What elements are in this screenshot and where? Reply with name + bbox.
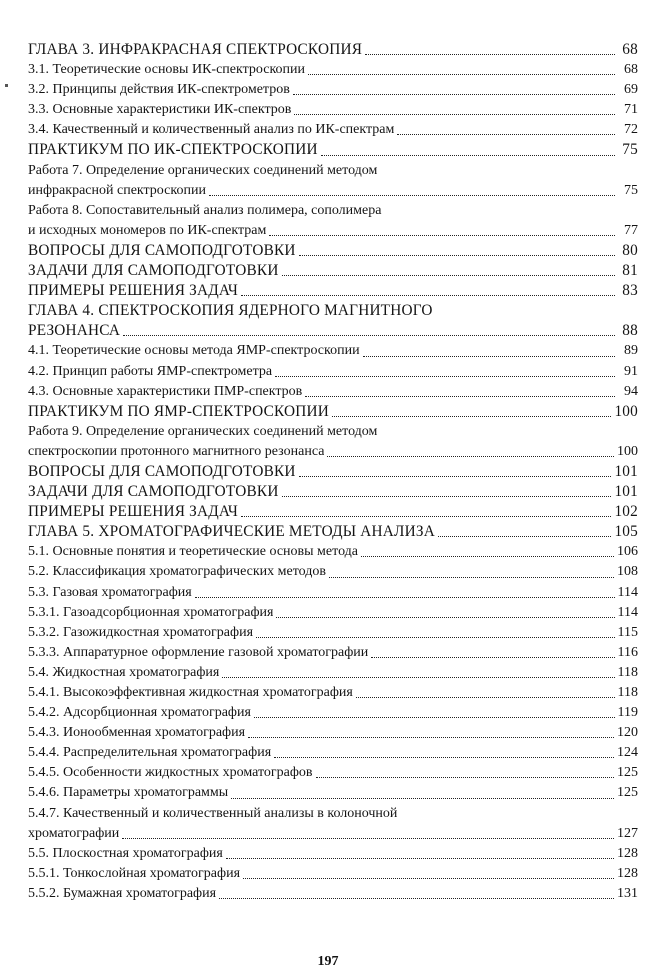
toc-entry-line <box>28 462 638 482</box>
toc-entry-title: РЕЗОНАНСА <box>28 322 121 340</box>
toc-entry-page: 81 <box>622 262 638 280</box>
toc-entry <box>28 542 638 562</box>
toc-entry <box>28 201 638 241</box>
toc-entry-page: 120 <box>617 725 638 741</box>
dot-leader <box>256 637 615 638</box>
toc-entry-line <box>28 261 638 281</box>
toc-entry-page: 89 <box>624 343 638 359</box>
toc-entry-title: 4.1. Теоретические основы метода ЯМР-спектроскопии <box>28 343 360 359</box>
toc-entry-page: 116 <box>617 644 638 660</box>
dot-leader <box>248 737 614 738</box>
toc-entry <box>28 402 638 422</box>
toc-entry-title: 3.4. Качественный и количественный анализ по ИК-спектрам <box>28 122 395 138</box>
toc-entry <box>28 382 638 402</box>
toc-entry-page: 131 <box>617 885 638 901</box>
toc-entry <box>28 804 638 844</box>
toc-entry-line <box>28 643 638 663</box>
toc-entry-page: 100 <box>617 443 638 459</box>
toc-entry-title: ГЛАВА 3. ИНФРАКРАСНАЯ СПЕКТРОСКОПИЯ <box>28 41 363 58</box>
toc-entry-page: 124 <box>617 745 638 761</box>
dot-leader <box>329 577 614 578</box>
toc-entry-line <box>28 321 638 341</box>
toc-entry-line <box>28 824 638 844</box>
toc-entry-page: 69 <box>624 82 638 98</box>
toc-entry-title: ПРИМЕРЫ РЕШЕНИЯ ЗАДАЧ <box>28 282 238 300</box>
toc-entry-title-first-line: ГЛАВА 4. СПЕКТРОСКОПИЯ ЯДЕРНОГО МАГНИТНОГО <box>28 302 433 320</box>
dot-leader <box>294 114 615 115</box>
toc-entry-line <box>28 140 638 160</box>
toc-entry-page: 101 <box>614 483 638 501</box>
toc-entry-page: 118 <box>617 664 638 680</box>
toc-entry-line <box>28 522 638 542</box>
dot-leader <box>316 777 614 778</box>
toc-entry-title: ЗАДАЧИ ДЛЯ САМОПОДГОТОВКИ <box>28 262 279 280</box>
toc-entry-line <box>28 382 638 402</box>
dot-leader <box>305 396 615 397</box>
toc-entry-title: 3.1. Теоретические основы ИК-спектроскопии <box>28 62 306 78</box>
toc-entry-line <box>28 221 638 241</box>
dot-leader <box>363 356 615 357</box>
toc-entry-page: 105 <box>614 523 638 541</box>
toc-entry-page: 118 <box>617 685 638 700</box>
dot-leader <box>371 657 614 658</box>
toc-entry <box>28 40 638 60</box>
toc-entry <box>28 80 638 100</box>
toc-entry-page: 75 <box>624 182 638 198</box>
toc-entry <box>28 583 638 603</box>
table-of-contents <box>28 40 638 904</box>
toc-entry-line <box>28 40 638 60</box>
toc-entry <box>28 100 638 120</box>
dot-leader <box>282 275 615 276</box>
toc-entry-line <box>28 683 638 703</box>
toc-entry-title: 5.1. Основные понятия и теоретические основы метода <box>28 544 358 560</box>
toc-entry-line <box>28 723 638 743</box>
toc-entry-title: 5.4.6. Параметры хроматограммы <box>28 785 229 801</box>
dot-leader <box>231 798 614 799</box>
toc-entry-line <box>28 100 638 120</box>
toc-entry <box>28 140 638 160</box>
toc-entry-page: 128 <box>617 865 638 881</box>
dot-leader <box>308 74 615 75</box>
dot-leader <box>293 94 615 95</box>
dot-leader <box>299 255 615 256</box>
toc-entry-title: 3.2. Принципы действия ИК-спектрометров <box>28 82 290 98</box>
toc-entry-title: ВОПРОСЫ ДЛЯ САМОПОДГОТОВКИ <box>28 241 296 259</box>
toc-entry-title-first-line: Работа 7. Определение органических соединений методом <box>28 162 378 178</box>
toc-entry-page: 115 <box>617 624 638 640</box>
toc-entry <box>28 562 638 582</box>
toc-entry-line <box>28 623 638 643</box>
toc-entry <box>28 703 638 723</box>
toc-entry-page: 114 <box>617 604 638 620</box>
dot-leader <box>361 556 614 557</box>
toc-entry-line <box>28 60 638 80</box>
toc-entry-page: 125 <box>617 785 638 801</box>
toc-entry <box>28 723 638 743</box>
toc-entry <box>28 422 638 462</box>
toc-entry-title: ГЛАВА 5. ХРОМАТОГРАФИЧЕСКИЕ МЕТОДЫ АНАЛИЗА <box>28 523 435 541</box>
toc-entry <box>28 783 638 803</box>
toc-entry <box>28 623 638 643</box>
dot-leader <box>222 677 614 678</box>
page-number: 197 <box>317 954 339 969</box>
toc-entry-title: 5.4. Жидкостная хроматография <box>28 664 220 680</box>
toc-entry-line <box>28 583 638 603</box>
toc-entry-page: 101 <box>614 462 638 480</box>
dot-leader <box>122 838 614 839</box>
toc-entry <box>28 502 638 522</box>
toc-entry-line <box>28 844 638 864</box>
toc-entry-title: 5.5. Плоскостная хроматография <box>28 845 223 861</box>
toc-entry <box>28 362 638 382</box>
toc-entry-title: 5.4.5. Особенности жидкостных хроматографов <box>28 765 313 781</box>
dot-leader <box>397 134 615 135</box>
toc-entry <box>28 663 638 683</box>
toc-entry <box>28 884 638 904</box>
toc-entry-line <box>28 603 638 623</box>
toc-entry-line <box>28 80 638 100</box>
dot-leader <box>299 476 612 477</box>
toc-entry-title: 5.3. Газовая хроматография <box>28 584 192 600</box>
toc-entry <box>28 60 638 80</box>
toc-entry-page: 80 <box>622 241 638 259</box>
toc-entry <box>28 763 638 783</box>
toc-entry-title: 3.3. Основные характеристики ИК-спектров <box>28 102 292 118</box>
toc-entry-page: 83 <box>622 282 638 300</box>
toc-entry-page: 71 <box>624 102 638 118</box>
toc-entry-line <box>28 362 638 382</box>
toc-entry-page: 102 <box>614 503 638 521</box>
toc-entry-page: 68 <box>622 41 638 58</box>
toc-entry-title: 5.2. Классификация хроматографических методов <box>28 564 326 580</box>
toc-entry-line <box>28 402 638 422</box>
toc-entry-line <box>28 763 638 783</box>
toc-entry <box>28 241 638 261</box>
dot-leader <box>123 335 615 336</box>
toc-entry-title: 5.4.3. Ионообменная хроматография <box>28 725 246 741</box>
toc-entry-title: 5.4.2. Адсорбционная хроматография <box>28 705 251 721</box>
toc-entry <box>28 743 638 763</box>
toc-entry-title: 5.5.2. Бумажная хроматография <box>28 885 217 901</box>
toc-entry <box>28 161 638 201</box>
toc-entry-page: 88 <box>622 322 638 340</box>
toc-entry-title: ПРАКТИКУМ ПО ЯМР-СПЕКТРОСКОПИИ <box>28 402 329 420</box>
toc-entry-page: 100 <box>614 402 638 420</box>
toc-entry-line <box>28 562 638 582</box>
toc-entry-title: ЗАДАЧИ ДЛЯ САМОПОДГОТОВКИ <box>28 483 279 501</box>
dot-leader <box>332 416 611 417</box>
toc-entry-title: 5.3.1. Газоадсорбционная хроматография <box>28 604 274 620</box>
dot-leader <box>276 617 614 618</box>
dot-leader <box>254 717 615 718</box>
dot-leader <box>243 878 614 879</box>
toc-entry-page: 68 <box>624 62 638 78</box>
toc-entry <box>28 120 638 140</box>
toc-entry-page: 94 <box>624 383 638 399</box>
dot-leader <box>282 496 612 497</box>
toc-entry-page: 125 <box>617 765 638 781</box>
dot-leader <box>269 235 615 236</box>
dot-leader <box>219 898 614 899</box>
toc-entry <box>28 683 638 703</box>
toc-entry-title: 5.5.1. Тонкослойная хроматография <box>28 865 241 881</box>
toc-entry-title: ПРИМЕРЫ РЕШЕНИЯ ЗАДАЧ <box>28 503 238 521</box>
toc-entry-title: 4.2. Принцип работы ЯМР-спектрометра <box>28 363 273 379</box>
toc-entry-page: 128 <box>617 845 638 861</box>
toc-entry-page: 119 <box>617 705 638 721</box>
toc-entry <box>28 281 638 301</box>
toc-entry-line <box>28 120 638 140</box>
toc-entry-title: ВОПРОСЫ ДЛЯ САМОПОДГОТОВКИ <box>28 462 296 480</box>
toc-entry-line <box>28 703 638 723</box>
toc-entry <box>28 301 638 341</box>
toc-entry-title: ПРАКТИКУМ ПО ИК-СПЕКТРОСКОПИИ <box>28 141 318 159</box>
toc-entry-page: 72 <box>624 122 638 138</box>
toc-entry-page: 114 <box>617 584 638 600</box>
toc-entry-title: спектроскопии протонного магнитного резонанса <box>28 443 325 459</box>
dot-leader <box>356 697 615 698</box>
toc-entry-line <box>28 241 638 261</box>
toc-entry-title: и исходных мономеров по ИК-спектрам <box>28 222 267 238</box>
toc-entry <box>28 643 638 663</box>
toc-entry-page: 75 <box>622 141 638 159</box>
toc-entry <box>28 522 638 542</box>
dot-leader <box>195 597 615 598</box>
dot-leader <box>226 858 614 859</box>
toc-entry-page: 91 <box>624 363 638 379</box>
dot-leader <box>241 295 615 296</box>
toc-entry <box>28 603 638 623</box>
toc-entry <box>28 482 638 502</box>
toc-entry-title: инфракрасной спектроскопии <box>28 182 206 198</box>
toc-entry-line <box>28 743 638 763</box>
toc-entry-title: 5.4.4. Распределительная хроматография <box>28 745 272 761</box>
toc-entry-line <box>28 341 638 361</box>
toc-entry-line <box>28 663 638 683</box>
toc-entry-line <box>28 884 638 904</box>
toc-entry <box>28 341 638 361</box>
toc-entry-title: 5.4.1. Высокоэффективная жидкостная хроматография <box>28 685 353 700</box>
toc-entry-line <box>28 783 638 803</box>
dot-leader <box>327 456 614 457</box>
toc-entry-title: хроматографии <box>28 825 120 841</box>
dot-leader <box>321 155 615 156</box>
toc-entry-title: 4.3. Основные характеристики ПМР-спектров <box>28 383 303 399</box>
toc-entry-page: 106 <box>617 544 638 560</box>
toc-entry-page: 127 <box>617 825 638 841</box>
toc-entry-line <box>28 181 638 201</box>
toc-entry-line <box>28 442 638 462</box>
dot-leader <box>241 516 611 517</box>
toc-entry <box>28 462 638 482</box>
toc-entry-page: 77 <box>624 222 638 238</box>
toc-entry-line <box>28 482 638 502</box>
toc-entry-title-first-line: Работа 9. Определение органических соединений методом <box>28 423 378 439</box>
toc-entry <box>28 844 638 864</box>
dot-leader <box>438 536 611 537</box>
toc-entry <box>28 864 638 884</box>
dot-leader <box>209 195 615 196</box>
toc-entry-line <box>28 281 638 301</box>
toc-entry <box>28 261 638 281</box>
toc-entry-title: 5.3.2. Газожидкостная хроматография <box>28 624 254 640</box>
toc-entry-page: 108 <box>617 564 638 580</box>
dot-leader <box>274 757 614 758</box>
toc-entry-title: 5.3.3. Аппаратурное оформление газовой хроматографии <box>28 644 369 660</box>
toc-entry-line <box>28 864 638 884</box>
toc-entry-line <box>28 542 638 562</box>
margin-speck <box>5 84 8 87</box>
dot-leader <box>275 376 615 377</box>
toc-entry-title-first-line: Работа 8. Сопоставительный анализ полимера, сополимера <box>28 202 382 218</box>
toc-entry-line <box>28 502 638 522</box>
dot-leader <box>365 54 615 55</box>
toc-entry-title-first-line: 5.4.7. Качественный и количественный анализы в колоночной <box>28 805 398 821</box>
